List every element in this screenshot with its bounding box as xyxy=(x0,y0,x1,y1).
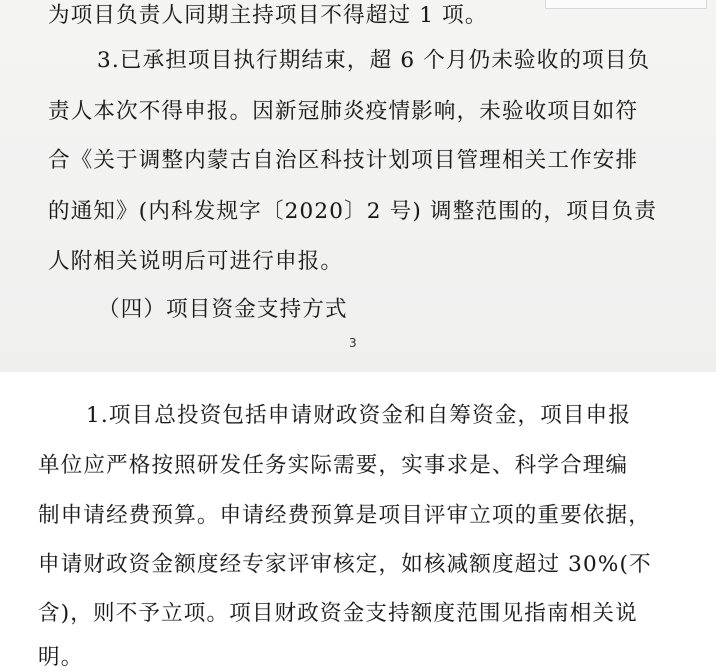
page-number: 3 xyxy=(349,336,357,350)
upper-text-line: 合《关于调整内蒙古自治区科技计划项目管理相关工作安排 xyxy=(48,148,639,173)
upper-text-line: 人附相关说明后可进行申报。 xyxy=(48,249,344,274)
lower-text-line: 单位应严格按照研发任务实际需要，实事求是、科学合理编 xyxy=(38,453,629,478)
lower-text-line: 制申请经费预算。申请经费预算是项目评审立项的重要依据， xyxy=(38,503,651,528)
page-corner-tab xyxy=(545,0,707,9)
upper-text-line: 责人本次不得申报。因新冠肺炎疫情影响，未验收项目如符 xyxy=(48,99,639,124)
upper-text-line: 为项目负责人同期主持项目不得超过 1 项。 xyxy=(48,3,488,28)
section-heading: （四）项目资金支持方式 xyxy=(98,297,348,322)
lower-text-line: 申请财政资金额度经专家评审核定，如核减额度超过 30%(不 xyxy=(38,552,652,577)
upper-text-line: 的通知》(内科发规字〔2020〕2 号) 调整范围的，项目负责 xyxy=(48,199,658,224)
lower-text-line: 含)，则不予立项。项目财政资金支持额度范围见指南相关说 xyxy=(38,601,638,626)
lower-text-line: 1.项目总投资包括申请财政资金和自筹资金，项目申报 xyxy=(86,403,632,428)
upper-text-line: 3.已承担项目执行期结束，超 6 个月仍未验收的项目负 xyxy=(97,48,651,73)
lower-text-line: 明。 xyxy=(38,645,84,670)
